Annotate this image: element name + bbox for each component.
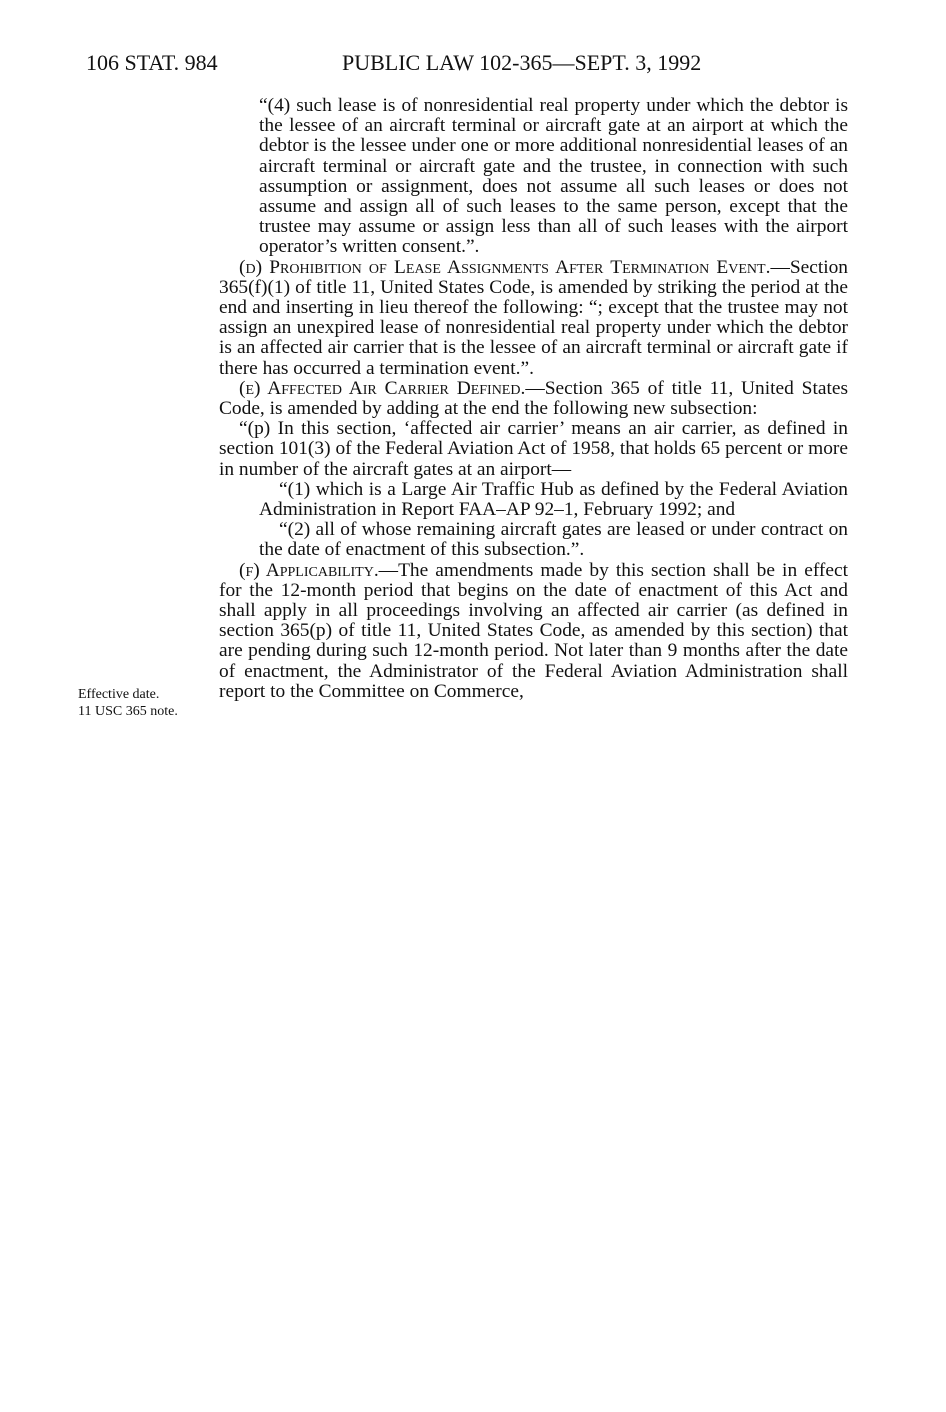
- subsection-e: [219, 379, 848, 419]
- subsection-e-heading: (e) Affected Air Carrier Defined.: [239, 377, 526, 399]
- subsection-d-text: —Section 365(f)(1) of title 11, United States Code, is amended by striking the period at the end and inserting in lieu thereof the following: “; except that the trustee may not assign an unexpired lease of nonresidential real property under which the debtor is an affected air carrier that is the lessee of an aircraft terminal or aircraft gate if there has occurred a termination event.”.: [219, 256, 848, 379]
- subsection-f: [219, 561, 848, 702]
- subsection-p: “(p) In this section, ‘affected air carrier’ means an air carrier, as defined in section 101(3) of the Federal Aviation Act of 1958, that holds 65 percent or more in number of the aircraft gates at an airport—: [219, 418, 848, 480]
- subsection-p-1: “(1) which is a Large Air Traffic Hub as defined by the Federal Aviation Administration in Report FAA–AP 92–1, February 1992; and: [259, 478, 848, 521]
- body-text: [219, 96, 848, 702]
- subsection-d-heading: (d) Prohibition of Lease Assignments After Termination Event.: [239, 256, 771, 278]
- subsection-f-heading: (f) Applicability.: [239, 559, 379, 581]
- paragraph-4: “(4) such lease is of nonresidential real property under which the debtor is the lessee of an aircraft terminal or aircraft gate at an airport at which the debtor is the lessee under one or more additional nonresidential leases of an aircraft terminal or aircraft gate and the trustee, in connection with such assumption or assignment, does not assume all such leases or does not assume and assign all of such leases to the same person, except that the trustee may assume or assign less than all of such leases with the airport operator’s written consent.”.: [259, 95, 848, 258]
- margin-note-effective-date: Effective date.: [78, 687, 160, 702]
- public-law-title: PUBLIC LAW 102-365—SEPT. 3, 1992: [342, 50, 702, 75]
- stat-page-number: 106 STAT. 984: [86, 50, 218, 75]
- subsection-e-text: —Section 365 of title 11, United States Code, is amended by adding at the end the following new subsection:: [219, 377, 848, 420]
- subsection-d: [219, 258, 848, 379]
- margin-note: [78, 686, 178, 720]
- subsection-f-text: —The amendments made by this section shall be in effect for the 12-month period that begins on the date of enactment of this Act and shall apply in all proceedings involving an affected air carrier (as defined in section 365(p) of title 11, United States Code, as amended by this section) that are pending during such 12-month period. Not later than 9 months after the date of enactment, the Administrator of the Federal Aviation Administration shall report to the Committee on Commerce,: [219, 559, 848, 702]
- margin-note-usc-citation: 11 USC 365 note.: [78, 704, 178, 719]
- page-header: [86, 50, 766, 84]
- subsection-p-2: “(2) all of whose remaining aircraft gates are leased or under contract on the date of enactment of this subsection.”.: [259, 519, 848, 561]
